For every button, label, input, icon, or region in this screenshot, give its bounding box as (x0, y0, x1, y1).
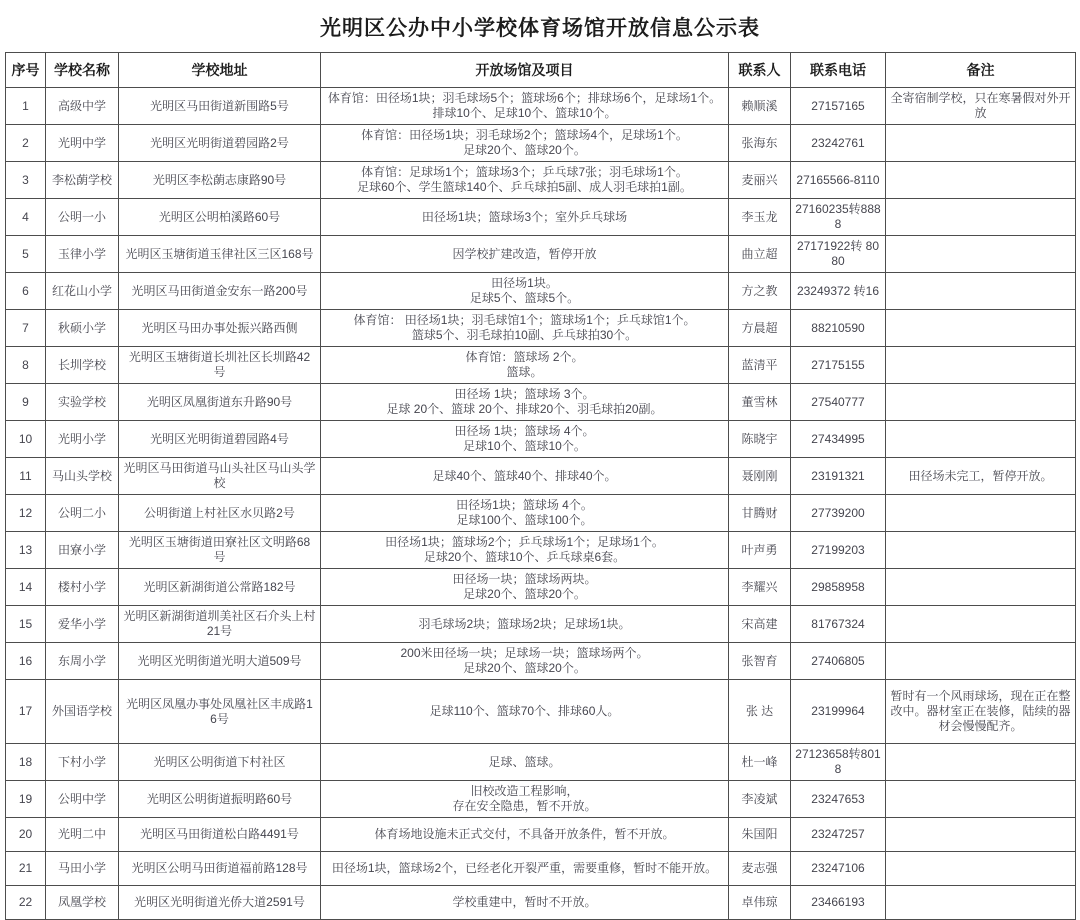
page-title: 光明区公办中小学校体育场馆开放信息公示表 (320, 17, 760, 40)
cell-school-name: 凤凰学校 (46, 886, 119, 920)
cell-contact-name: 聂刚刚 (729, 458, 791, 495)
cell-open-venues (321, 781, 729, 818)
cell-school-name: 公明中学 (46, 781, 119, 818)
cell-contact-name: 张智育 (729, 643, 791, 680)
cell-remark (886, 495, 1076, 532)
cell-school-name: 公明一小 (46, 199, 119, 236)
venue-line: 体育馆：篮球场 2个。 (465, 350, 584, 364)
venue-line: 足球40个、篮球40个、排球40个。 (432, 468, 617, 483)
cell-remark (886, 273, 1076, 310)
cell-contact-name: 麦志强 (729, 852, 791, 886)
table-row (6, 273, 1076, 310)
cell-school-address: 光明区新湖街道公常路182号 (119, 569, 321, 606)
cell-remark (886, 421, 1076, 458)
cell-contact-name: 董雪林 (729, 384, 791, 421)
cell-school-address: 光明区光明街道光侨大道2591号 (119, 886, 321, 920)
cell-school-address: 光明区玉塘街道玉律社区三区168号 (119, 236, 321, 273)
cell-school-name: 秋硕小学 (46, 310, 119, 347)
cell-contact-name: 曲立超 (729, 236, 791, 273)
cell-row-number: 20 (6, 818, 46, 852)
header-row (6, 53, 1076, 88)
cell-school-name: 楼村小学 (46, 569, 119, 606)
table-row (6, 852, 1076, 886)
cell-school-name: 马山头学校 (46, 458, 119, 495)
venue-line: 体育馆： 田径场1块；羽毛球馆1个；篮球场1个；乒乓球馆1个。 (353, 313, 696, 327)
table-row (6, 125, 1076, 162)
cell-school-address: 公明街道上村社区水贝路2号 (119, 495, 321, 532)
cell-school-name: 长圳学校 (46, 347, 119, 384)
cell-row-number: 8 (6, 347, 46, 384)
cell-open-venues (321, 495, 729, 532)
cell-remark (886, 236, 1076, 273)
venue-line: 体育场地设施未正式交付，不具备开放条件，暂不开放。 (374, 827, 675, 841)
venue-line: 足球10个、篮球10个。 (463, 439, 586, 453)
cell-remark (886, 162, 1076, 199)
venue-line: 存在安全隐患，暂不开放。 (452, 799, 597, 813)
cell-remark (886, 347, 1076, 384)
venue-line: 田径场 1块；篮球场 3个。 (454, 387, 595, 401)
cell-remark (886, 781, 1076, 818)
column-header-no: 序号 (6, 53, 46, 88)
table-row (6, 818, 1076, 852)
table-row (6, 421, 1076, 458)
cell-school-name: 高级中学 (46, 88, 119, 125)
cell-open-venues (321, 886, 729, 920)
column-header-contact: 联系人 (729, 53, 791, 88)
cell-school-address: 光明区光明街道碧园路4号 (119, 421, 321, 458)
cell-open-venues (321, 680, 729, 744)
venue-line: 田径场1块。 (491, 276, 558, 290)
cell-remark (886, 310, 1076, 347)
cell-open-venues (321, 643, 729, 680)
cell-school-address: 光明区玉塘街道田寮社区文明路68号 (119, 532, 321, 569)
cell-contact-name: 甘腾财 (729, 495, 791, 532)
cell-contact-phone: 27171922转 8080 (791, 236, 886, 273)
column-header-address: 学校地址 (119, 53, 321, 88)
cell-open-venues (321, 236, 729, 273)
cell-row-number: 11 (6, 458, 46, 495)
table-row (6, 458, 1076, 495)
column-header-phone: 联系电话 (791, 53, 886, 88)
cell-row-number: 4 (6, 199, 46, 236)
cell-contact-phone: 88210590 (791, 310, 886, 347)
cell-school-address: 光明区马田街道松白路4491号 (119, 818, 321, 852)
cell-contact-phone: 27199203 (791, 532, 886, 569)
venue-line: 200米田径场一块；足球场一块；篮球场两个。 (400, 646, 649, 660)
cell-contact-name: 蓝清平 (729, 347, 791, 384)
cell-contact-name: 李耀兴 (729, 569, 791, 606)
venue-line: 足球110个、篮球70个、排球60人。 (429, 704, 620, 718)
table-row (6, 569, 1076, 606)
cell-row-number: 10 (6, 421, 46, 458)
cell-row-number: 9 (6, 384, 46, 421)
cell-school-name: 田寮小学 (46, 532, 119, 569)
cell-contact-name: 张海东 (729, 125, 791, 162)
table-row (6, 384, 1076, 421)
cell-open-venues (321, 310, 729, 347)
cell-remark (886, 606, 1076, 643)
cell-remark (886, 744, 1076, 781)
cell-remark (886, 199, 1076, 236)
cell-row-number: 21 (6, 852, 46, 886)
cell-open-venues (321, 818, 729, 852)
table-row (6, 88, 1076, 125)
cell-remark: 暂时有一个风雨球场，现在正在整改中。器材室正在装修，陆续的器材会慢慢配齐。 (886, 680, 1076, 744)
table-row (6, 781, 1076, 818)
table-row (6, 744, 1076, 781)
cell-school-name: 红花山小学 (46, 273, 119, 310)
cell-contact-phone: 23242761 (791, 125, 886, 162)
venue-line: 体育馆：田径场1块；羽毛球场2个；篮球场4个，足球场1个。 (361, 128, 688, 142)
venue-line: 足球、篮球。 (488, 754, 561, 769)
cell-open-venues (321, 88, 729, 125)
cell-contact-phone: 23466193 (791, 886, 886, 920)
cell-school-address: 光明区凤凰办事处凤凰社区丰成路16号 (119, 680, 321, 744)
cell-row-number: 17 (6, 680, 46, 744)
cell-contact-name: 陈晓宇 (729, 421, 791, 458)
cell-contact-phone: 27540777 (791, 384, 886, 421)
venue-line: 足球20个、篮球10个、乒乓球桌6套。 (423, 550, 626, 564)
cell-school-address: 光明区李松蓢志康路90号 (119, 162, 321, 199)
venue-line: 学校重建中，暂时不开放。 (452, 895, 597, 909)
cell-school-name: 马田小学 (46, 852, 119, 886)
venue-line: 体育馆：田径场1块；羽毛球场5个；篮球场6个；排球场6个，足球场1个。 (327, 91, 722, 105)
cell-contact-phone: 23247653 (791, 781, 886, 818)
cell-open-venues (321, 162, 729, 199)
cell-school-address: 光明区马田办事处振兴路西侧 (119, 310, 321, 347)
cell-remark (886, 818, 1076, 852)
cell-contact-name: 卓伟琼 (729, 886, 791, 920)
venue-line: 田径场一块；篮球场两块。 (452, 572, 597, 586)
cell-open-venues (321, 744, 729, 781)
cell-row-number: 19 (6, 781, 46, 818)
venue-line: 排球10个、足球10个、篮球10个。 (432, 106, 617, 120)
cell-row-number: 3 (6, 162, 46, 199)
table-row (6, 347, 1076, 384)
cell-row-number: 6 (6, 273, 46, 310)
cell-row-number: 13 (6, 532, 46, 569)
cell-school-address: 光明区玉塘街道长圳社区长圳路42号 (119, 347, 321, 384)
cell-school-name: 爱华小学 (46, 606, 119, 643)
cell-contact-name: 方晨超 (729, 310, 791, 347)
table-row (6, 236, 1076, 273)
table-row (6, 643, 1076, 680)
cell-school-name: 东周小学 (46, 643, 119, 680)
cell-school-address: 光明区公明街道振明路60号 (119, 781, 321, 818)
cell-contact-name: 麦丽兴 (729, 162, 791, 199)
cell-school-address: 光明区公明马田街道福前路128号 (119, 852, 321, 886)
cell-contact-name: 赖顺溪 (729, 88, 791, 125)
table-row (6, 886, 1076, 920)
cell-contact-phone: 27165566-8110 (791, 162, 886, 199)
cell-row-number: 16 (6, 643, 46, 680)
cell-school-name: 实验学校 (46, 384, 119, 421)
cell-contact-phone: 27739200 (791, 495, 886, 532)
cell-contact-phone: 23249372 转16 (791, 273, 886, 310)
venue-line: 田径场1块；篮球场2个；乒乓球场1个；足球场1个。 (385, 535, 664, 549)
cell-remark (886, 643, 1076, 680)
cell-school-address: 光明区马田街道新围路5号 (119, 88, 321, 125)
venue-line: 篮球。 (506, 365, 543, 379)
table-row (6, 162, 1076, 199)
cell-school-address: 光明区凤凰街道东升路90号 (119, 384, 321, 421)
table-row (6, 199, 1076, 236)
cell-school-name: 李松蓢学校 (46, 162, 119, 199)
cell-school-address: 光明区公明街道下村社区 (119, 744, 321, 781)
cell-contact-name: 方之教 (729, 273, 791, 310)
table-row (6, 310, 1076, 347)
venue-line: 因学校扩建改造，暂停开放 (452, 246, 597, 261)
venue-line: 田径场1块；篮球场3个；室外乒乓球场 (421, 209, 628, 224)
cell-row-number: 18 (6, 744, 46, 781)
table-row (6, 495, 1076, 532)
cell-contact-phone: 27175155 (791, 347, 886, 384)
cell-school-name: 光明中学 (46, 125, 119, 162)
cell-open-venues (321, 532, 729, 569)
cell-contact-name: 宋高建 (729, 606, 791, 643)
cell-contact-name: 叶声勇 (729, 532, 791, 569)
cell-contact-name: 李凌斌 (729, 781, 791, 818)
venue-line: 足球 20个、篮球 20个、排球20个、羽毛球拍20副。 (386, 402, 663, 416)
cell-contact-name: 张 达 (729, 680, 791, 744)
cell-remark: 田径场未完工，暂停开放。 (886, 458, 1076, 495)
table-body (6, 88, 1076, 920)
table-row (6, 532, 1076, 569)
cell-row-number: 1 (6, 88, 46, 125)
cell-open-venues (321, 458, 729, 495)
column-header-venues: 开放场馆及项目 (321, 53, 729, 88)
venue-line: 田径场 1块；篮球场 4个。 (454, 424, 595, 438)
cell-row-number: 5 (6, 236, 46, 273)
cell-remark (886, 569, 1076, 606)
cell-school-address: 光明区马田街道马山头社区马山头学校 (119, 458, 321, 495)
cell-school-name: 下村小学 (46, 744, 119, 781)
cell-contact-phone: 27406805 (791, 643, 886, 680)
cell-remark (886, 532, 1076, 569)
cell-open-venues (321, 125, 729, 162)
cell-contact-phone: 23191321 (791, 458, 886, 495)
cell-school-address: 光明区光明街道碧园路2号 (119, 125, 321, 162)
cell-row-number: 7 (6, 310, 46, 347)
cell-row-number: 12 (6, 495, 46, 532)
cell-school-address: 光明区马田街道金安东一路200号 (119, 273, 321, 310)
cell-open-venues (321, 421, 729, 458)
cell-row-number: 14 (6, 569, 46, 606)
cell-contact-phone: 27123658转8018 (791, 744, 886, 781)
cell-remark (886, 886, 1076, 920)
cell-remark: 全寄宿制学校，只在寒暑假对外开放 (886, 88, 1076, 125)
cell-school-name: 外国语学校 (46, 680, 119, 744)
cell-contact-phone: 23247257 (791, 818, 886, 852)
cell-school-address: 光明区新湖街道圳美社区石介头上村21号 (119, 606, 321, 643)
cell-contact-phone: 81767324 (791, 606, 886, 643)
column-header-school: 学校名称 (46, 53, 119, 88)
venue-line: 足球20个、篮球20个。 (463, 143, 586, 157)
venue-line: 羽毛球场2块；篮球场2块；足球场1块。 (418, 616, 631, 631)
venues-table (5, 52, 1076, 920)
cell-row-number: 15 (6, 606, 46, 643)
cell-school-name: 光明二中 (46, 818, 119, 852)
cell-contact-name: 李玉龙 (729, 199, 791, 236)
venue-line: 足球5个、篮球5个。 (469, 291, 580, 305)
cell-contact-phone: 27157165 (791, 88, 886, 125)
cell-row-number: 2 (6, 125, 46, 162)
venue-line: 足球100个、篮球100个。 (456, 513, 593, 527)
cell-contact-phone: 27434995 (791, 421, 886, 458)
cell-contact-phone: 23247106 (791, 852, 886, 886)
venue-line: 足球60个、学生篮球140个、乒乓球拍5副、成人羽毛球拍1副。 (357, 180, 692, 194)
cell-row-number: 22 (6, 886, 46, 920)
venue-line: 体育馆：足球场1个；篮球场3个；乒乓球7张；羽毛球场1个。 (361, 165, 688, 179)
cell-open-venues (321, 852, 729, 886)
cell-school-address: 光明区光明街道光明大道509号 (119, 643, 321, 680)
cell-school-name: 公明二小 (46, 495, 119, 532)
cell-open-venues (321, 347, 729, 384)
table-row (6, 606, 1076, 643)
cell-open-venues (321, 384, 729, 421)
column-header-remark: 备注 (886, 53, 1076, 88)
cell-contact-name: 杜一峰 (729, 744, 791, 781)
table-row (6, 680, 1076, 744)
cell-remark (886, 852, 1076, 886)
cell-school-name: 光明小学 (46, 421, 119, 458)
cell-remark (886, 384, 1076, 421)
cell-open-venues (321, 606, 729, 643)
venue-line: 篮球5个、羽毛球拍10副、乒乓球拍30个。 (411, 328, 638, 342)
venue-line: 田径场1块；篮球场 4个。 (456, 498, 593, 512)
venue-line: 田径场1块，篮球场2个，已经老化开裂严重，需要重修，暂时不能开放。 (331, 861, 718, 875)
cell-open-venues (321, 569, 729, 606)
cell-contact-phone: 27160235转8888 (791, 199, 886, 236)
cell-remark (886, 125, 1076, 162)
venue-line: 旧校改造工程影响， (470, 784, 579, 798)
cell-school-address: 光明区公明柏溪路60号 (119, 199, 321, 236)
cell-contact-phone: 23199964 (791, 680, 886, 744)
cell-contact-name: 朱国阳 (729, 818, 791, 852)
venue-line: 足球20个、篮球20个。 (463, 587, 586, 601)
cell-school-name: 玉律小学 (46, 236, 119, 273)
cell-contact-phone: 29858958 (791, 569, 886, 606)
cell-open-venues (321, 199, 729, 236)
cell-open-venues (321, 273, 729, 310)
venue-line: 足球20个、篮球20个。 (463, 661, 586, 675)
